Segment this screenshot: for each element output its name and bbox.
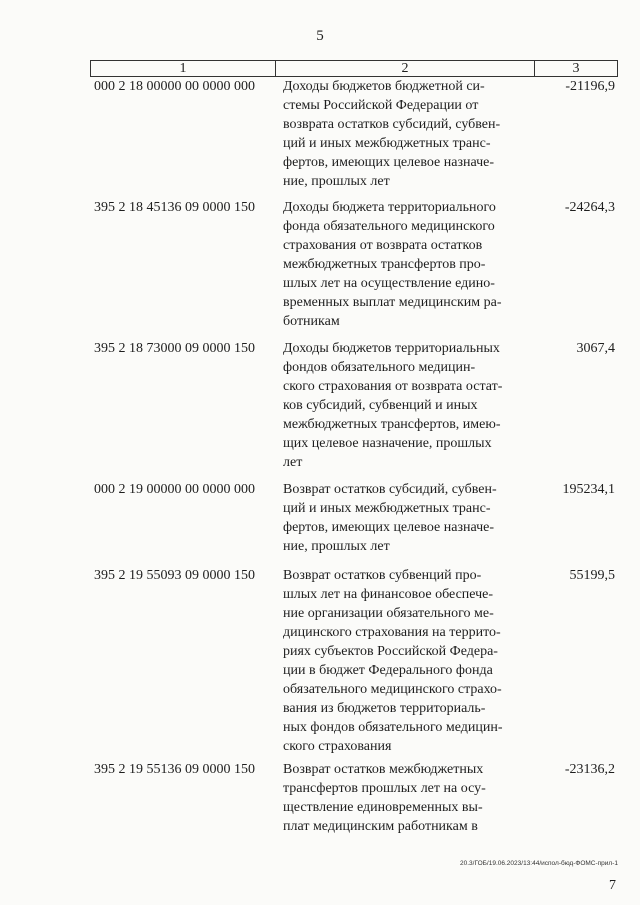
column-header-3: 3 [535, 61, 618, 77]
document-stamp: 20.3/ГОБ/19.06.2023/13:44/испол-бюд-ФОМС-прил-1 [460, 860, 618, 867]
column-header-1: 1 [91, 61, 276, 77]
row-code: 000 2 18 00000 00 0000 000 [94, 79, 255, 94]
row-code: 000 2 19 00000 00 0000 000 [94, 482, 255, 497]
row-description: Возврат остатков субвенций про- шлых лет на финансовое обеспече- ние организации обязательного ме- дицинского страхования на террито- риях субъектов Российской Федера- ции в бюджет Федерального фонда обязательного медицинского страхо- вания из бюджетов территориаль- ных фондов обязательного медицин- ского страхования [283, 568, 503, 754]
page-number-top: 5 [316, 28, 324, 44]
row-code: 395 2 18 73000 09 0000 150 [94, 341, 255, 356]
column-header-2: 2 [276, 61, 535, 77]
row-value: 3067,4 [576, 341, 615, 356]
row-code: 395 2 19 55093 09 0000 150 [94, 568, 255, 583]
row-value: -21196,9 [565, 79, 615, 94]
row-description: Доходы бюджетов территориальных фондов обязательного медицин- ского страхования от возврата остат- ков субсидий, субвенций и иных межбюджетных трансфертов, имею- щих целевое назначение, прошлых лет [283, 341, 503, 470]
row-description: Доходы бюджетов бюджетной си- стемы Российской Федерации от возврата остатков субсидий, субвен- ций и иных межбюджетных транс- фертов, имеющих целевое назначе- ние, прошлых лет [283, 79, 501, 189]
row-description: Возврат остатков субсидий, субвен- ций и иных межбюджетных транс- фертов, имеющих целевое назначе- ние, прошлых лет [283, 482, 497, 554]
row-code: 395 2 18 45136 09 0000 150 [94, 200, 255, 215]
row-value: 195234,1 [562, 482, 615, 497]
row-value: -23136,2 [564, 762, 615, 777]
row-code: 395 2 19 55136 09 0000 150 [94, 762, 255, 777]
row-description: Доходы бюджета территориального фонда обязательного медицинского страхования от возврата остатков межбюджетных трансфертов про- шлых лет на осуществление едино- временных выплат медицинским ра- ботникам [283, 200, 502, 329]
table-header [90, 60, 618, 77]
page-number-bottom: 7 [609, 878, 616, 893]
row-description: Возврат остатков межбюджетных трансфертов прошлых лет на осу- ществление единовременных вы- плат медицинским работникам в [283, 762, 486, 834]
row-value: -24264,3 [564, 200, 615, 215]
row-value: 55199,5 [569, 568, 615, 583]
